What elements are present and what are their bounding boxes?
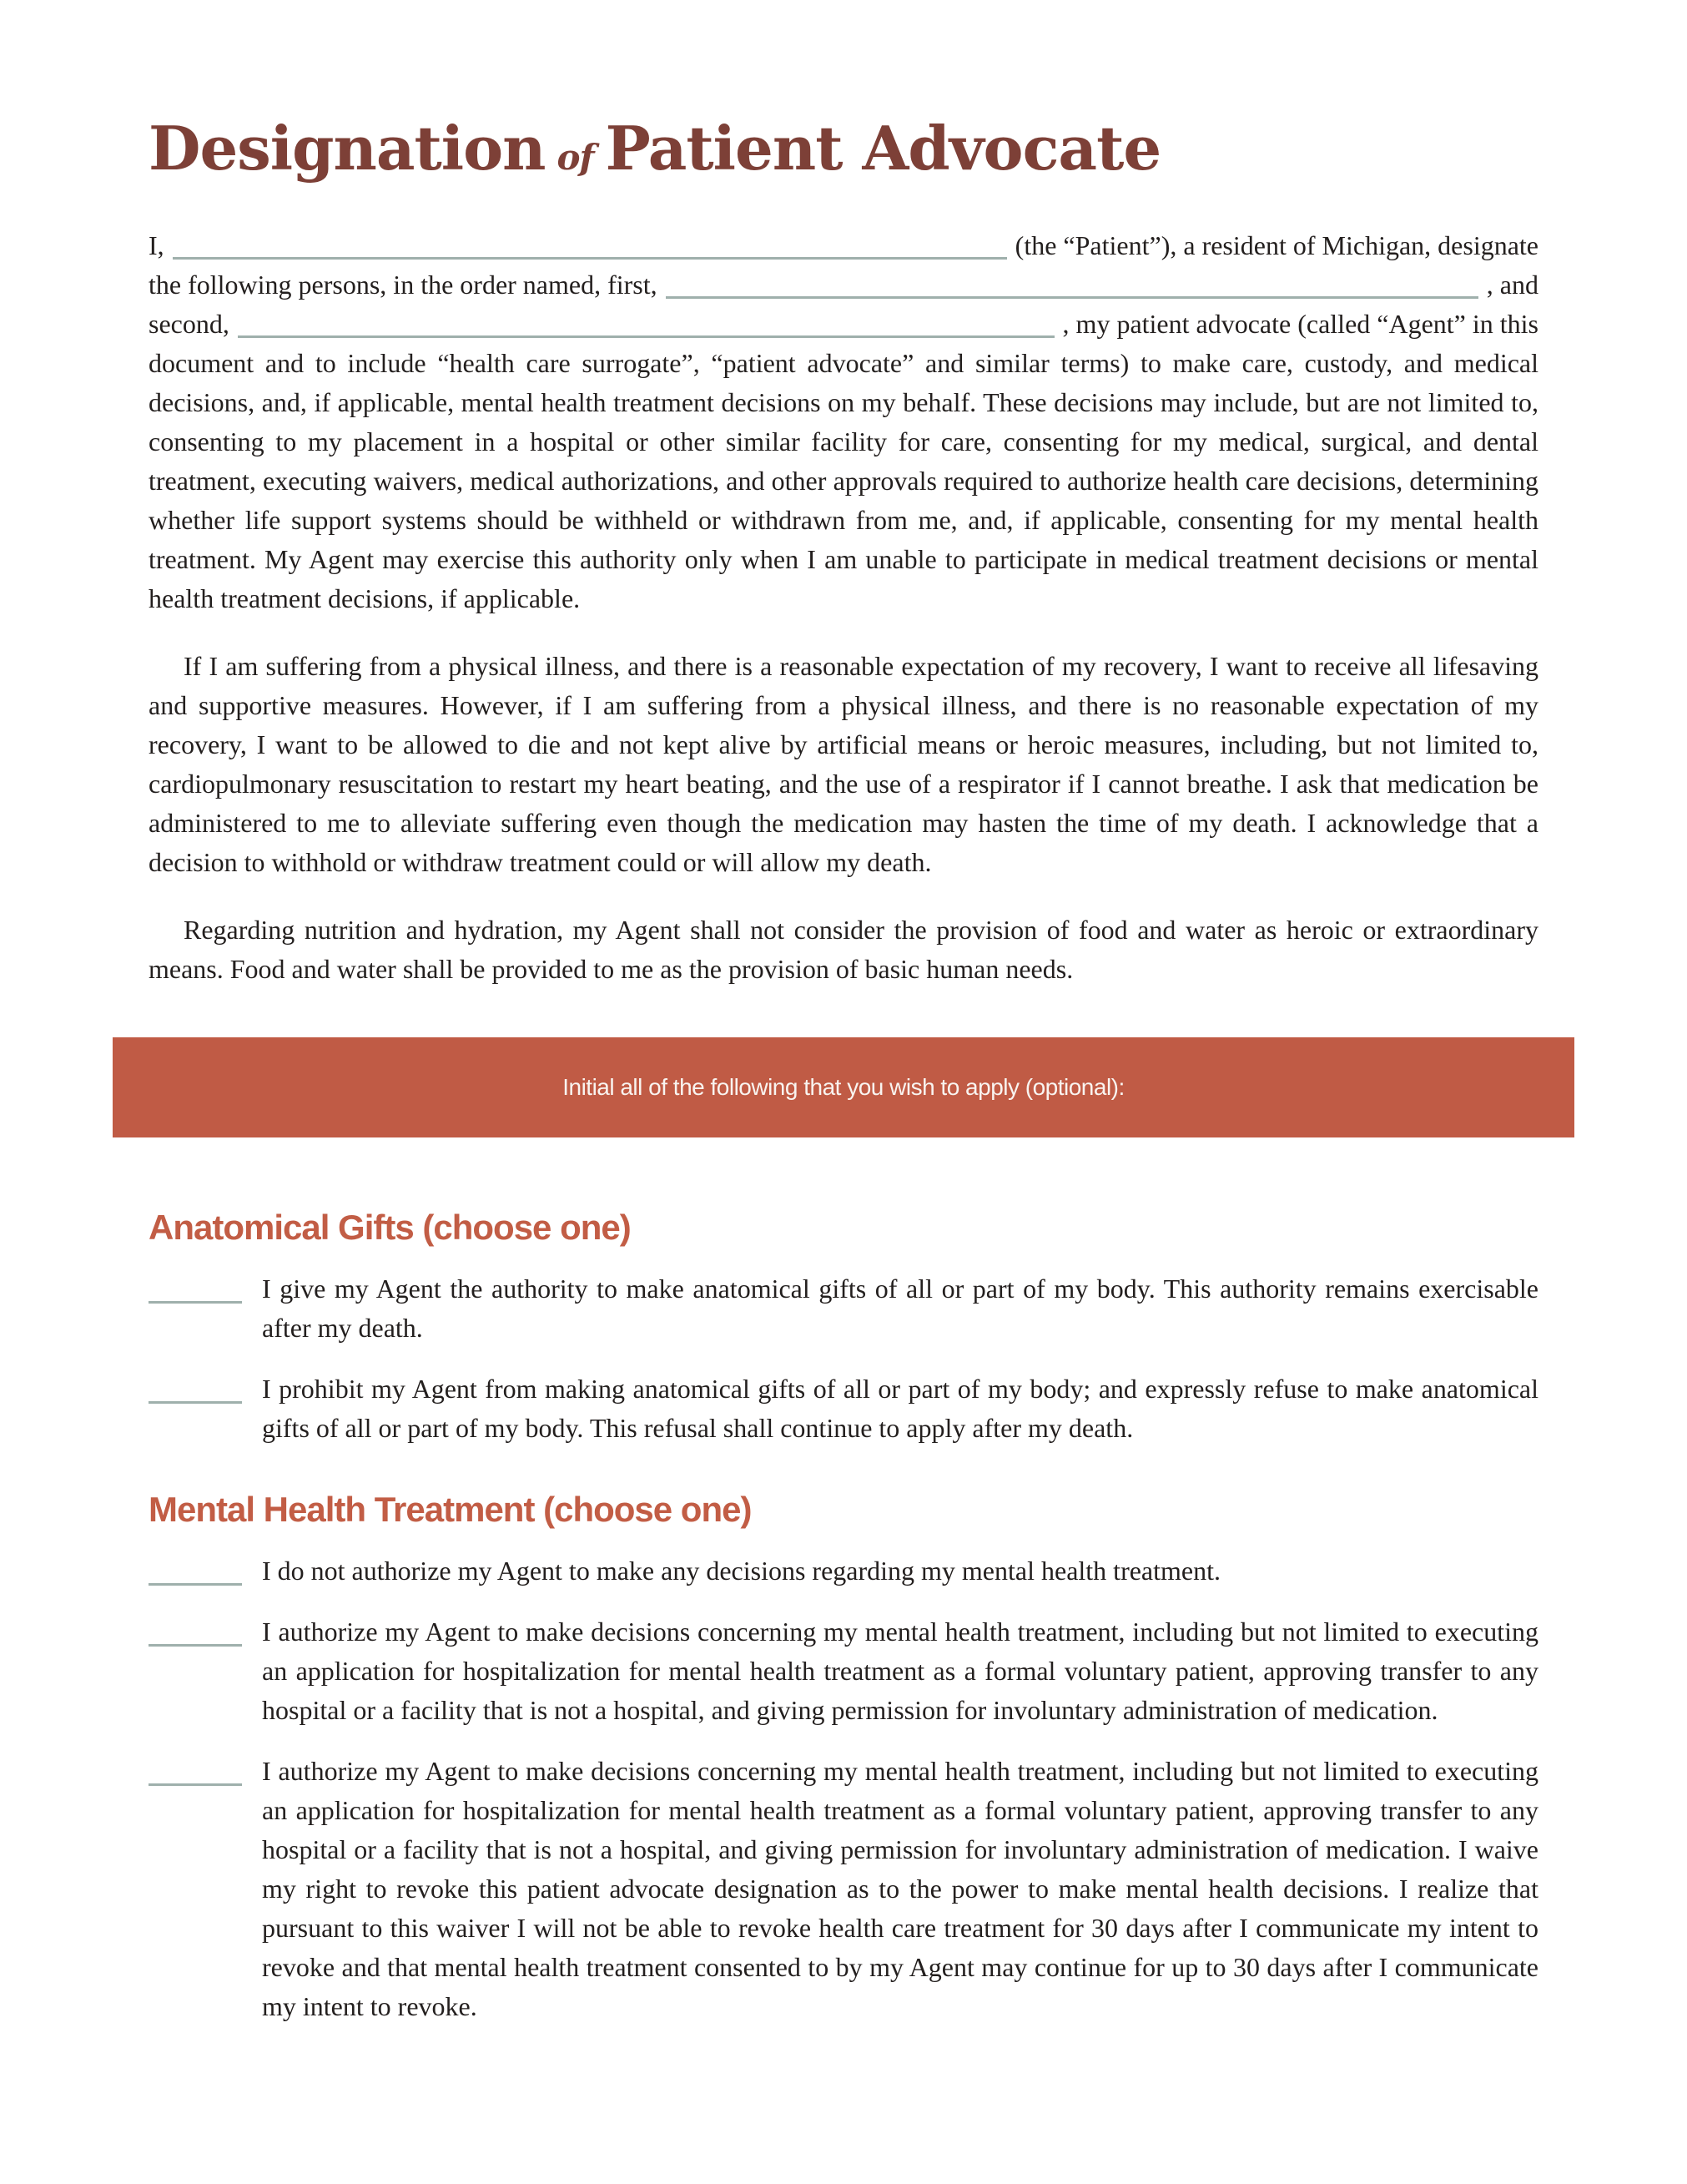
intro-line-1 (149, 226, 1538, 265)
initial-blank-give-gifts[interactable] (149, 1269, 242, 1304)
item-text-prohibit-gifts: I prohibit my Agent from making anatomical gifts of all or part of my body; and expressly refuse to make anatomical gifts of all or part of my body. This refusal shall continue to apply after my death. (262, 1373, 1538, 1443)
list-item (149, 1369, 1538, 1448)
item-text-authorize: I authorize my Agent to make decisions concerning my mental health treatment, including but not limited to executing an application for hospitalization for mental health treatment as a formal voluntary patient, approving transfer to any hospital or a facility that is not a hospital, and giving permission for involuntary administration of medication. (262, 1616, 1538, 1725)
initial-blank-prohibit-gifts[interactable] (149, 1369, 242, 1404)
mental-health-heading: Mental Health Treatment (choose one) (149, 1489, 752, 1529)
title-word-patient-advocate: Patient Advocate (605, 113, 1161, 184)
intro-line3-left-text: second, (149, 308, 229, 339)
intro-body-text: document and to include “health care surrogate”, “patient advocate” and similar terms) to make care, custody, and medical decisions, and, if applicable, mental health treatment decisions on my behalf. These decisions may include, but are not limited to, consenting to my placement in a hospital or other similar facility for care, consenting for my medical, surgical, and dental treatment, executing waivers, medical authorizations, and other approvals required to authorize health care decisions, determining whether life support systems should be withheld or withdrawn from me, and, if applicable, consenting for my mental health treatment. My Agent may exercise this authority only when I am unable to participate in medical treatment decisions or mental health treatment decisions, if applicable. (149, 347, 1538, 613)
title-word-designation: Designation (149, 113, 546, 184)
list-item (149, 1612, 1538, 1730)
list-item (149, 1551, 1538, 1591)
list-item (149, 1269, 1538, 1348)
intro-line2-right-text: , and (1486, 269, 1538, 300)
section-anatomical-gifts (149, 1208, 1538, 1448)
intro-line2-left-text: the following persons, in the order named, first, (149, 269, 657, 300)
section-mental-health-treatment (149, 1490, 1538, 2026)
intro-paragraph (149, 226, 1538, 618)
intro-line-3 (149, 305, 1538, 344)
banner-label: Initial all of the following that you wish to apply (optional): (562, 1073, 1125, 1100)
patient-name-blank[interactable] (173, 226, 1007, 260)
first-agent-name-blank[interactable] (666, 265, 1478, 299)
paragraph-nutrition-hydration: Regarding nutrition and hydration, my Agent shall not consider the provision of food and water as heroic or extraordinary means. Food and water shall be provided to me as the provision of basic human needs. (149, 914, 1538, 984)
paragraph-physical-illness: If I am suffering from a physical illness, and there is a reasonable expectation of my recovery, I want to receive all lifesaving and supportive measures. However, if I am suffering from a physical illness, and there is no reasonable expectation of my recovery, I want to be allowed to die and not kept alive by artificial means or heroic measures, including, but not limited to, cardiopulmonary resuscitation to restart my heart beating, and the use of a respirator if I cannot breathe. I ask that medication be administered to me to alleviate suffering even though the medication may hasten the time of my death. I acknowledge that a decision to withhold or withdraw treatment could or will allow my death. (149, 650, 1538, 877)
second-agent-name-blank[interactable] (238, 305, 1055, 338)
initial-blank-authorize-waive[interactable] (149, 1752, 242, 1786)
item-text-no-authorize: I do not authorize my Agent to make any decisions regarding my mental health treatment. (262, 1555, 1221, 1586)
title-word-of: of (556, 137, 594, 178)
initial-blank-no-authorize[interactable] (149, 1551, 242, 1586)
anatomical-gifts-heading: Anatomical Gifts (choose one) (149, 1207, 631, 1247)
item-text-authorize-waive: I authorize my Agent to make decisions concerning my mental health treatment, including but not limited to executing an application for hospitalization for mental health treatment as a formal voluntary patient, approving transfer to any hospital or a facility that is not a hospital, and giving permission for involuntary administration of medication. I waive my right to revoke this patient advocate designation as to the power to make mental health decisions. I realize that pursuant to this waiver I will not be able to revoke health care treatment for 30 days after I communicate my intent to revoke and that mental health treatment consented to by my Agent may continue for up to 30 days after I communicate my intent to revoke. (262, 1755, 1538, 2021)
page-title (149, 115, 1538, 183)
initial-blank-authorize[interactable] (149, 1612, 242, 1647)
intro-line1-right-text: (the “Patient”), a resident of Michigan, designate (1015, 229, 1538, 260)
intro-line-2 (149, 265, 1538, 305)
item-text-give-gifts: I give my Agent the authority to make anatomical gifts of all or part of my body. This authority remains exercisable after my death. (262, 1273, 1538, 1343)
intro-line3-right-text: , my patient advocate (called “Agent” in this (1062, 308, 1538, 339)
list-item (149, 1752, 1538, 2026)
instruction-banner (113, 1037, 1574, 1137)
intro-line1-left-text: I, (149, 229, 164, 260)
